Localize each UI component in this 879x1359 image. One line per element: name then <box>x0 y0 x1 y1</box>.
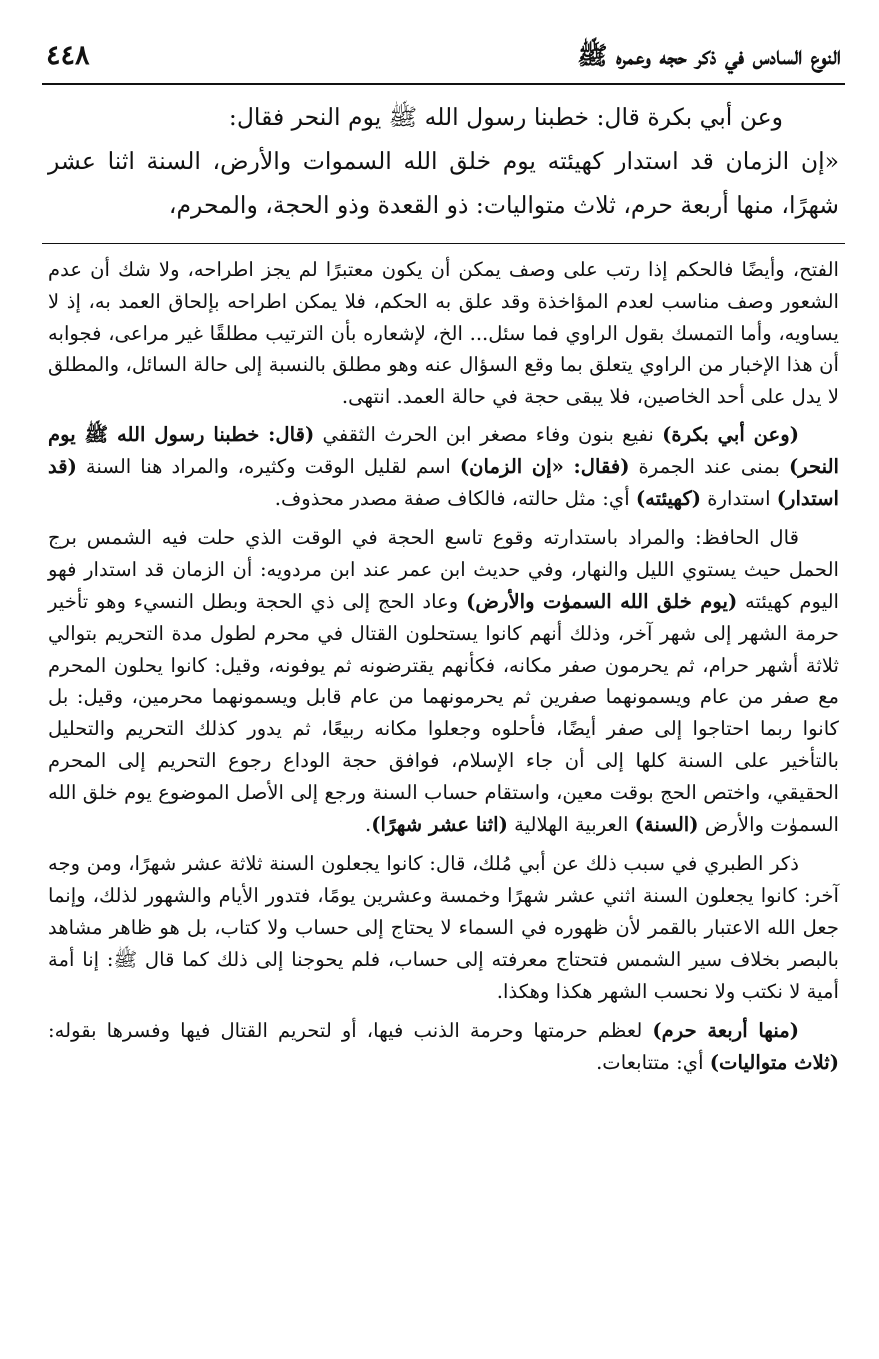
commentary-paragraph-3 <box>48 522 839 840</box>
header-rule <box>42 83 845 85</box>
gloss: أي: مثل حالته، فالكاف صفة مصدر محذوف. <box>274 486 636 510</box>
commentary-paragraph-5 <box>48 1015 839 1079</box>
commentary-paragraph-2 <box>48 419 839 514</box>
lemma: (كهيئته) <box>635 486 702 510</box>
lemma: (منها أربعة حرم) <box>652 1019 800 1043</box>
hadith-text <box>48 95 839 227</box>
hadith-line-quote: «إن الزمان قد استدار كهيئته يوم خلق الله السموات والأرض، السنة اثنا عشر شهرًا، منها أربعة حرم، ثلاث متواليات: ذو القعدة وذو الحجة، والمحرم، <box>48 147 839 219</box>
gloss: . <box>365 812 372 836</box>
gloss: وعاد الحج إلى ذي الحجة وبطل النسيء وهو تأخير حرمة الشهر إلى شهر آخر، وذلك أنهم كانوا يستحلون القتال في محرم لطول مدة التحريم بتوالي ثلاثة أشهر حرام، ثم يحرمون صفر مكانه، فكأنهم يقترضونه ثم يوفونه، وقيل: كانوا يحلون المحرم مع صفر من عام ويسمونهما صفرين ثم يحرمونهما من عام قابل ويسمونهما محرمين، وقيل: بل كانوا ربما احتاجوا إلى صفر أيضًا، فأحلوه وجعلوا مكانه ربيعًا، ثم يدور كذلك التحريم والتحليل بالتأخير على السنة كلها إلى أن جاء الإسلام، فوافق حجة الوداع رجوع التحريم إلى المحرم الحقيقي، واختص الحج بوقت معين، واستقام حساب السنة ورجع إلى الأصل الموضوع يوم خلق الله السموٰت والأرض <box>48 589 839 836</box>
lemma: (السنة) <box>634 812 699 836</box>
commentary-paragraph-1: الفتح، وأيضًا فالحكم إذا رتب على وصف يمكن أن يكون معتبرًا لم يجز اطراحه، ولا شك أن عدم الشعور وصف مناسب لعدم المؤاخذة وقد علق به الحكم، فلا يمكن اطراحه بإلحاق العمد به، إذ لا يساويه، وأما التمسك بقول الراوي فما سئل... الخ، لإشعاره بأن الترتيب مطلقًا غير مراعى، فجوابه أن هذا الإخبار من الراوي يتعلق بما وقع السؤال عنه وهو مطلق بالنسبة إلى حالة السائل، والمطلق لا يدل على أحد الخاصين، فلا يبقى حجة في حالة العمد. انتهى. <box>48 258 839 409</box>
gloss: استدارة <box>701 486 777 510</box>
lemma: (فقال: «إن الزمان) <box>459 454 630 478</box>
gloss: نفيع بنون وفاء مصغر ابن الحرث الثقفي <box>314 422 663 446</box>
book-page <box>42 40 845 1087</box>
lemma: (يوم خلق الله السموٰت والأرض) <box>466 589 738 613</box>
lemma: (قد استدار) <box>48 454 839 510</box>
commentary-text <box>48 254 839 1079</box>
commentary-paragraph-4: ذكر الطبري في سبب ذلك عن أبي مُلك، قال: كانوا يجعلون السنة ثلاثة عشر شهرًا، ومن وجه آخر: كانوا يجعلون السنة اثني عشر شهرًا وخمسة وعشرين يومًا، فتدور الأيام والشهور لذلك، وإنما جعل الله الاعتبار بالقمر لأن ظهوره في السماء لا يحتاج إلى حساب ولا كتاب، بل هو ظاهر مشاهد بالبصر بخلاف سير الشمس فتحتاج معرفته إلى حساب، فلم يحوجنا إلى ذلك كما قال ﷺ: إنا أمة أمية لا نكتب ولا نحسب الشهر هكذا وهكذا. <box>48 852 839 1003</box>
gloss: بمنى عند الجمرة <box>629 454 789 478</box>
page-number: ٤٤٨ <box>46 40 90 71</box>
hadith-line-intro: وعن أبي بكرة قال: خطبنا رسول الله ﷺ يوم النحر فقال: <box>228 103 783 131</box>
lemma: (اثنا عشر شهرًا) <box>371 812 508 836</box>
lemma: (ثلاث متواليات) <box>709 1051 839 1075</box>
lemma: (قال: خطبنا رسول الله ﷺ يوم النحر) <box>48 422 839 478</box>
page-header <box>42 40 845 81</box>
commentary-divider <box>42 243 845 244</box>
gloss: لعظم حرمتها وحرمة الذنب فيها، أو لتحريم القتال فيها وفسرها بقوله: <box>48 1019 653 1043</box>
gloss: العربية الهلالية <box>507 812 635 836</box>
gloss: قال الحافظ: والمراد باستدارته وقوع تاسع الحجة في الوقت الذي حلت فيه الشمس برج الحمل حيث يستوي الليل والنهار، وفي حديث ابن عمر عند ابن مردويه: أن الزمان قد استدار فهو اليوم كهيئته <box>48 526 839 613</box>
gloss: أي: متتابعات. <box>596 1051 710 1075</box>
lemma: (وعن أبي بكرة) <box>662 422 799 446</box>
gloss: اسم لقليل الوقت وكثيره، والمراد هنا السنة <box>76 454 460 478</box>
running-title: النوع السادس في ذكر حجه وعمره ﷺ <box>577 41 841 70</box>
